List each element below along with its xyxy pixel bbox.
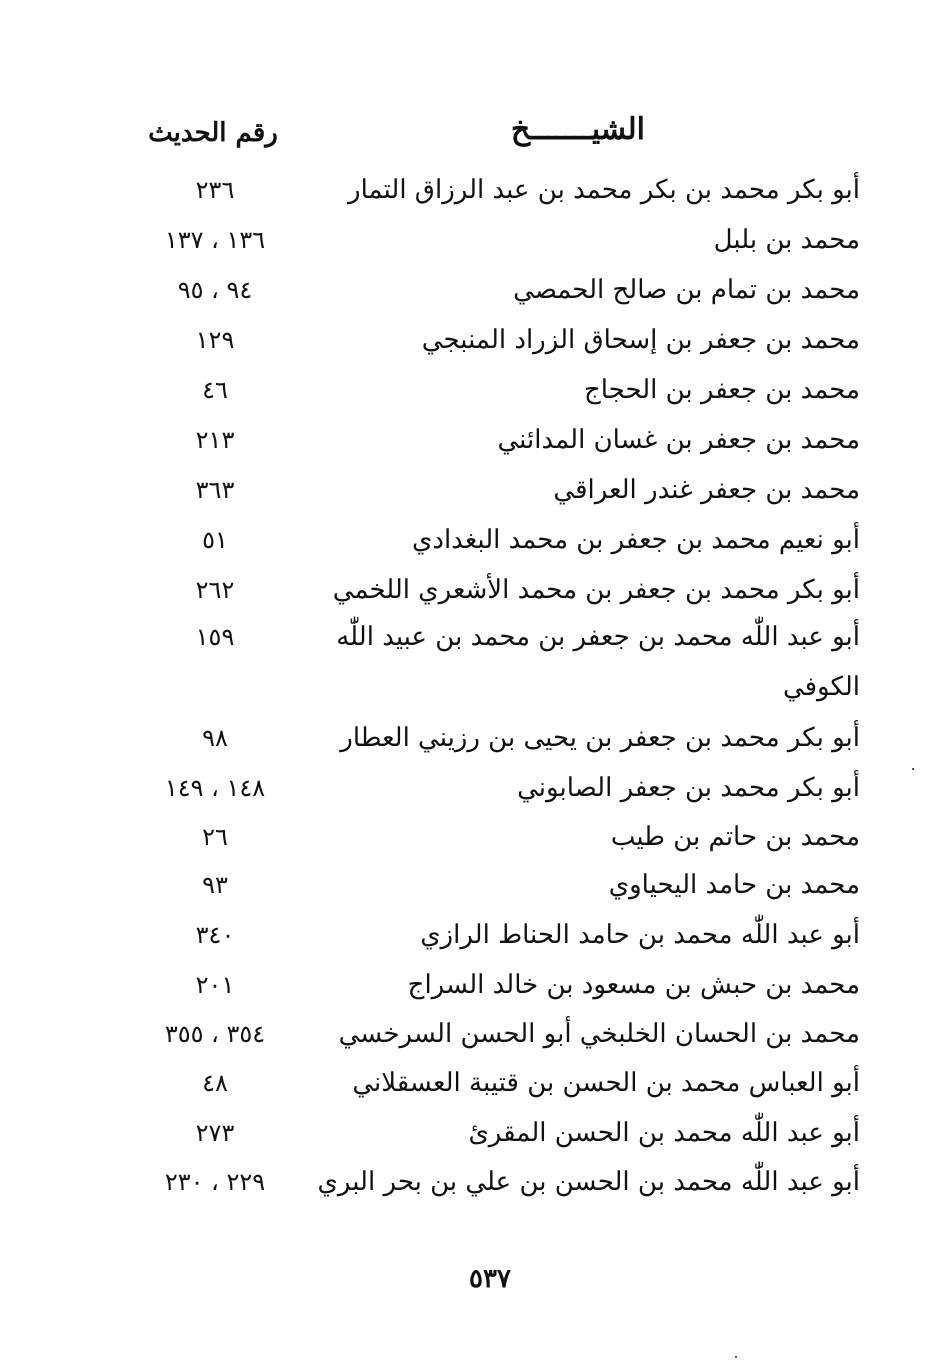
hadith-number: ١٥٩	[195, 623, 235, 651]
table-row	[0, 1012, 938, 1056]
sheikh-name: محمد بن تمام بن صالح الحمصي	[513, 275, 860, 305]
table-row	[0, 518, 938, 562]
page-number: ٥٣٧	[469, 1264, 511, 1294]
table-row	[0, 268, 938, 312]
sheikh-name: أبو بكر محمد بن بكر محمد بن عبد الرزاق التمار	[348, 175, 860, 205]
table-row	[0, 766, 938, 810]
hadith-number: ٩٤ ، ٩٥	[177, 276, 253, 304]
table-row	[0, 863, 938, 907]
table-row	[0, 318, 938, 362]
hadith-number: ٢٠١	[195, 971, 235, 999]
sheikh-name: محمد بن جعفر غندر العراقي	[553, 475, 860, 505]
hadith-number: ١٢٩	[195, 326, 235, 354]
hadith-number: ٢٦	[202, 823, 228, 851]
hadith-number: ٩٣	[202, 871, 228, 899]
table-row	[0, 418, 938, 462]
hadith-number: ٣٤٠	[195, 921, 235, 949]
sheikh-name: أبو عبد اللّٰه محمد بن جعفر بن محمد بن عبيد اللّٰه	[336, 622, 860, 652]
table-row-continuation	[0, 665, 938, 709]
sheikh-name: أبو عبد اللّٰه محمد بن الحسن المقرئ	[468, 1118, 860, 1148]
table-row	[0, 815, 938, 859]
hadith-number: ٢١٣	[195, 426, 235, 454]
table-row	[0, 1160, 938, 1204]
sheikh-name: محمد بن حامد اليحياوي	[608, 870, 860, 900]
table-row	[0, 218, 938, 262]
hadith-number: ١٤٨ ، ١٤٩	[164, 774, 266, 802]
hadith-number: ٤٦	[202, 376, 228, 404]
sheikh-name: أبو بكر محمد بن جعفر بن محمد الأشعري اللخمي	[332, 575, 860, 605]
hadith-number: ٣٥٤ ، ٣٥٥	[164, 1020, 266, 1048]
sheikh-name: محمد بن جعفر بن غسان المدائني	[497, 425, 860, 455]
sheikh-name: محمد بن جعفر بن الحجاج	[583, 375, 860, 405]
sheikh-name: أبو عبد اللّٰه محمد بن حامد الحناط الرازي	[420, 920, 860, 950]
hadith-number: ٢٧٣	[195, 1119, 235, 1147]
sheikh-name: أبو العباس محمد بن الحسن بن قتيبة العسقلاني	[352, 1068, 860, 1098]
sheikh-name: أبو بكر محمد بن جعفر بن يحيى بن رزيني العطار	[340, 723, 860, 753]
sheikh-name: محمد بن حبش بن مسعود بن خالد السراج	[407, 970, 860, 1000]
table-row	[0, 963, 938, 1007]
sheikh-name: محمد بن حاتم بن طيب	[610, 822, 860, 852]
table-row	[0, 1061, 938, 1105]
sheikh-column-header: الشيـــــــخ	[510, 112, 645, 147]
hadith-number: ٩٨	[202, 724, 228, 752]
scan-speck	[735, 1356, 737, 1358]
hadith-number: ٥١	[202, 526, 228, 554]
sheikh-name: أبو بكر محمد بن جعفر الصابوني	[517, 773, 860, 803]
sheikh-name: محمد بن بلبل	[713, 225, 860, 255]
table-row	[0, 568, 938, 612]
table-row	[0, 615, 938, 659]
hadith-number: ٢٢٩ ، ٢٣٠	[164, 1168, 266, 1196]
table-row	[0, 716, 938, 760]
table-row	[0, 913, 938, 957]
sheikh-name: أبو عبد اللّٰه محمد بن الحسن بن علي بن بحر البري	[317, 1167, 860, 1197]
table-row	[0, 468, 938, 512]
hadith-number-column-header: رقم الحديث	[148, 118, 278, 148]
hadith-number: ٢٦٢	[195, 576, 235, 604]
table-row	[0, 368, 938, 412]
hadith-number: ٣٦٣	[195, 476, 235, 504]
hadith-number: ٤٨	[202, 1069, 228, 1097]
sheikh-name: محمد بن جعفر بن إسحاق الزراد المنبجي	[421, 325, 860, 355]
sheikh-name: أبو نعيم محمد بن جعفر بن محمد البغدادي	[412, 525, 860, 555]
scan-speck	[912, 768, 914, 770]
hadith-number: ٢٣٦	[195, 176, 235, 204]
sheikh-name: محمد بن الحسان الخلبخي أبو الحسن السرخسي	[338, 1019, 860, 1049]
sheikh-name: الكوفي	[782, 672, 860, 702]
table-row	[0, 168, 938, 212]
table-row	[0, 1111, 938, 1155]
hadith-number: ١٣٦ ، ١٣٧	[164, 226, 266, 254]
